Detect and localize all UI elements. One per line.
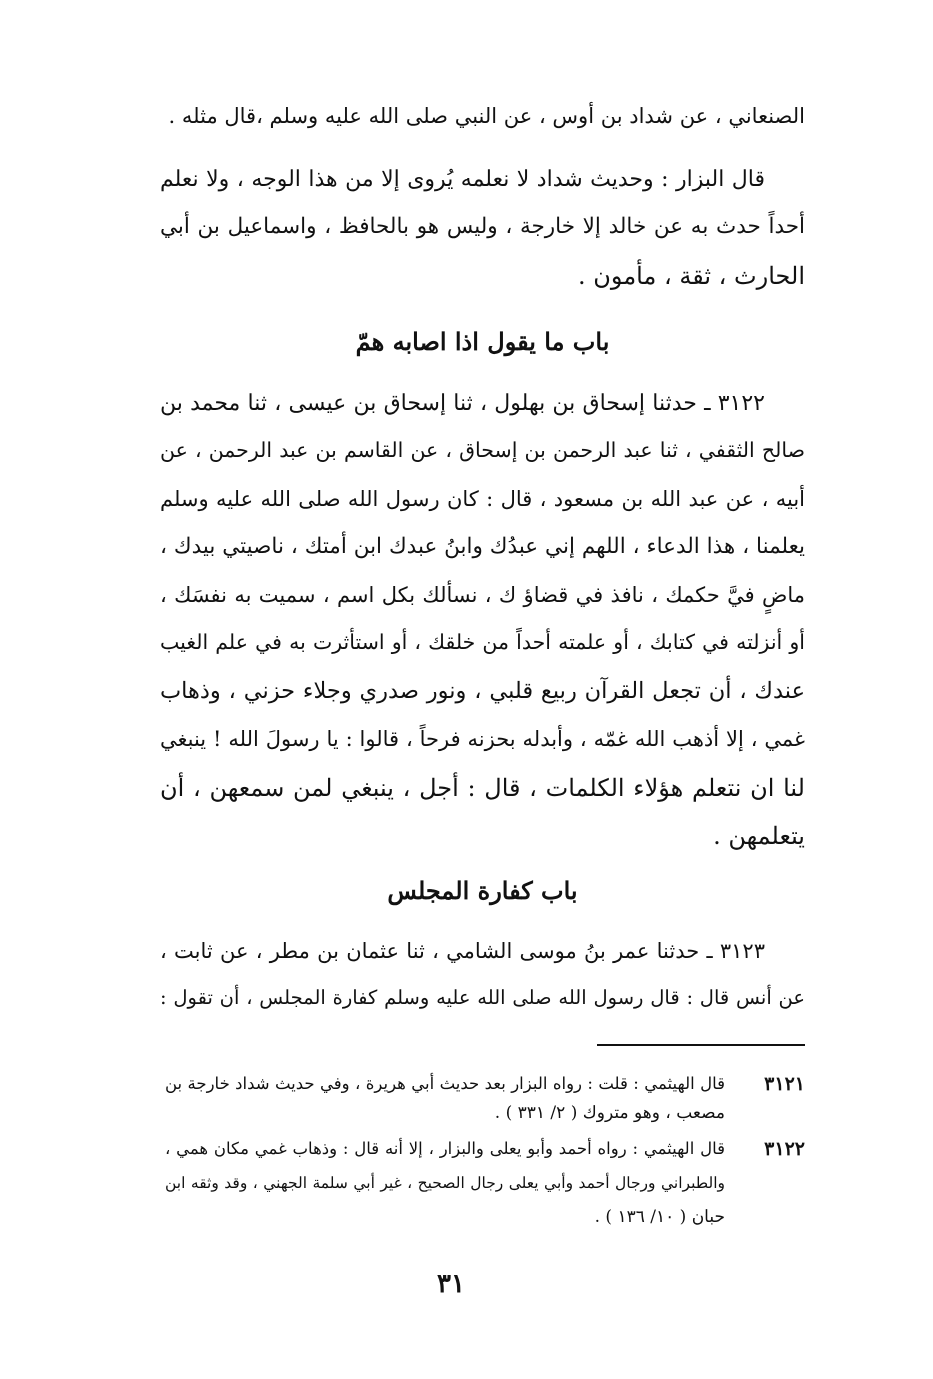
- body-line: أبيه ، عن عبد الله بن مسعود ، قال : كان رسول الله صلى الله عليه وسلم: [160, 487, 805, 511]
- footnote-line: حبان ( ١٠/ ١٣٦ ) .: [594, 1207, 725, 1227]
- body-line: لنا ان نتعلم هؤلاء الكلمات ، قال : أجل ، ينبغي لمن سمعهن ، أن: [160, 774, 805, 802]
- body-line: قال البزار : وحديث شداد لا نعلمه يُروى إلا من هذا الوجه ، ولا نعلم: [160, 167, 765, 192]
- body-line: الصنعاني ، عن شداد بن أوس ، عن النبي صلى الله عليه وسلم ،قال مثله .: [168, 104, 805, 128]
- body-line: يعلمنا ، هذا الدعاء ، اللهم إني عبدُك وابنُ عبدك ابن أمتك ، ناصيتي بيدك ،: [160, 534, 805, 559]
- footnote-line: قال الهيثمي : قلت : رواه البزار بعد حديث أبي هريرة ، وفي حديث شداد خارجة بن: [165, 1074, 725, 1093]
- body-line: الحارث ، ثقة ، مأمون .: [578, 262, 805, 290]
- section-heading: باب ما يقول اذا اصابه همّ: [355, 327, 610, 356]
- footnote-line: مصعب ، وهو متروك ( ٢/ ٣٣١ ) .: [494, 1103, 725, 1123]
- body-line: ماضٍ فيَّ حكمك ، نافذ في قضاؤ ك ، نسألك بكل اسم ، سميت به نفسَك ،: [160, 583, 805, 607]
- body-line: ٣١٢٢ ـ حدثنا إسحاق بن بهلول ، ثنا إسحاق بن عيسى ، ثنا محمد بن: [160, 391, 765, 416]
- body-line: يتعلمهن .: [713, 822, 805, 850]
- footnote-number: ٣١٢٢: [764, 1138, 805, 1160]
- section-heading: باب كفارة المجلس: [387, 876, 578, 905]
- footnote-separator: [597, 1044, 805, 1046]
- body-line: عن أنس قال : قال رسول الله صلى الله عليه وسلم كفارة المجلس ، أن تقول :: [160, 986, 805, 1009]
- footnote-line: والطبراني ورجال أحمد وأبي يعلى رجال الصحيح ، غير أبي سلمة الجهني ، وقد وثقه ابن: [165, 1174, 725, 1192]
- body-line: أو أنزلته في كتابك ، أو علمته أحداً من خلقك ، أو استأثرت به في علم الغيب: [160, 630, 805, 654]
- body-line: غمي ، إلا أذهب الله غمّه ، وأبدله بحزنه فرحاً ، قالوا : يا رسولَ الله ! ينبغي: [160, 727, 805, 751]
- body-line: صالح الثقفي ، ثنا عبد الرحمن بن إسحاق ، عن القاسم بن عبد الرحمن ، عن: [160, 438, 805, 462]
- footnote-line: قال الهيثمي : رواه أحمد وأبو يعلى والبزار ، إلا أنه قال : وذهاب غمي مكان همي ،: [165, 1139, 725, 1158]
- body-line: عندك ، أن تجعل القرآن ربيع قلبي ، ونور صدري وجلاء حزني ، وذهاب: [160, 678, 805, 704]
- body-line: ٣١٢٣ ـ حدثنا عمر بنُ موسى الشامي ، ثنا عثمان بن مطر ، عن ثابت ،: [160, 939, 765, 963]
- footnote-number: ٣١٢١: [764, 1073, 805, 1095]
- body-line: أحداً حدث به عن خالد إلا خارجة ، وليس هو بالحافظ ، واسماعيل بن أبي: [160, 214, 805, 239]
- page-number: ٣١: [437, 1269, 465, 1299]
